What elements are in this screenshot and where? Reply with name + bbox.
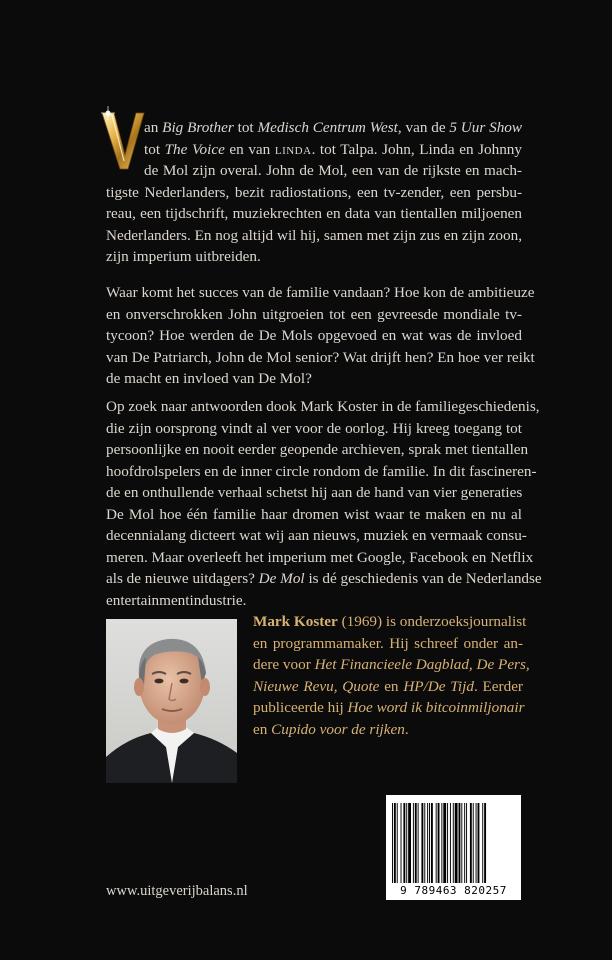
- barcode-bar: [450, 803, 451, 883]
- barcode-bar: [461, 803, 462, 883]
- intro-line-5: reau, een tijdschrift, muziekrechten en data van tientallen miljoenen: [106, 205, 522, 222]
- p3-line-9: als de nieuwe uitdagers? De Mol is dé geschiedenis van de Nederlandse: [106, 570, 542, 587]
- barcode-bar: [397, 803, 398, 883]
- p3-line-10: entertainmentindustrie.: [106, 591, 247, 609]
- barcode-bar: [470, 803, 472, 883]
- bio-line-3: dere voor Het Financieele Dagblad, De Pers,: [253, 656, 530, 673]
- barcode-bar: [466, 803, 467, 883]
- barcode-bar: [421, 803, 423, 883]
- barcode-bar: [415, 803, 417, 883]
- barcode-bar: [482, 803, 483, 883]
- intro-line-7: zijn imperium uitbreiden.: [106, 248, 261, 265]
- author-photo: [106, 619, 237, 783]
- p2-line-1: Waar komt het succes van de familie vandaan? Hoe kon de ambitieuze: [106, 284, 535, 301]
- barcode-bar: [427, 803, 428, 883]
- intro-line-4: tigste Nederlanders, bezit radiostations, een tv-zender, een persbu-: [106, 183, 522, 201]
- p3-line-3: persoonlijke en nooit eerder geopende archieven, sprak met tientallen: [106, 441, 529, 458]
- intro-line-3: de Mol zijn overal. John de Mol, een van de rijkste en mach-: [144, 162, 522, 179]
- p2-line-3: tycoon? Hoe werden de De Mols opgevoed en wat was de invloed: [106, 327, 522, 344]
- p3-line-7: decennialang dicteert wat wij aan nieuws, muziek en vermaak consu-: [106, 527, 527, 544]
- bio-line-5: publiceerde hij Hoe word ik bitcoinmiljonair: [253, 699, 525, 716]
- barcode-bar: [431, 803, 433, 883]
- barcode-bar: [455, 803, 458, 883]
- barcode-bar: [459, 803, 461, 883]
- bio-line-2: en programmamaker. Hij schreef onder an-: [253, 634, 523, 652]
- bio-line-4: Nieuwe Revu, Quote en HP/De Tijd. Eerder: [253, 677, 523, 695]
- barcode-bar: [464, 803, 465, 883]
- author-name: Mark Koster: [253, 613, 338, 630]
- research-paragraph: [106, 396, 542, 611]
- p3-line-6: De Mol hoe één familie haar dromen wist waar te maken en nu al: [106, 505, 522, 523]
- p3-line-5: de en onthullende verhaal schetst hij aan de hand van vier generaties: [106, 484, 523, 501]
- barcode-bar: [413, 803, 414, 883]
- barcode-bar: [418, 803, 419, 883]
- barcode-bar: [408, 803, 411, 883]
- publisher-website[interactable]: www.uitgeverijbalans.nl: [106, 883, 248, 899]
- barcode-bar: [394, 803, 396, 883]
- barcode-bar: [484, 803, 486, 883]
- barcode-bar: [392, 803, 393, 883]
- barcode-bar: [436, 803, 437, 883]
- intro-line-1: an Big Brother tot Medisch Centrum West, van de 5 Uur Show: [144, 119, 523, 136]
- barcode-bar: [441, 803, 442, 883]
- barcode-bar: [473, 803, 474, 883]
- barcode-bar: [447, 803, 448, 883]
- barcode-bar: [453, 803, 454, 883]
- p3-line-4: hoofdrolspelers en de inner circle rondom de familie. In dit fascineren-: [106, 462, 537, 480]
- barcode-bar: [401, 803, 402, 883]
- intro-paragraph: [106, 117, 522, 268]
- barcode-bar: [476, 803, 477, 883]
- barcode-bar: [438, 803, 440, 883]
- p2-line-4: van De Patriarch, John de Mol senior? Wat drijft hen? En hoe ver reikt: [106, 348, 535, 366]
- barcode-bar: [443, 803, 446, 883]
- p3-line-2: die zijn oorsprong vindt al ver voor de oorlog. Hij kreeg toegang tot: [106, 419, 522, 437]
- questions-paragraph: [106, 282, 535, 390]
- p3-line-8: meren. Maar overleeft het imperium met Google, Facebook en Netflix: [106, 548, 534, 566]
- intro-line-6: Nederlanders. En nog altijd wil hij, samen met zijn zus en zijn zoon,: [106, 226, 522, 244]
- isbn-digits: 9 789463 820257: [400, 884, 507, 897]
- barcode-bar: [424, 803, 425, 883]
- barcode-bar: [403, 803, 405, 883]
- p2-line-2: en onverschrokken John uitgroeien tot een gevreesde mondiale tv-: [106, 305, 522, 323]
- bio-line-1: Mark Koster (1969) is onderzoeksjournalist: [253, 613, 527, 630]
- p3-line-1: Op zoek naar antwoorden dook Mark Koster in de familiegeschiedenis,: [106, 398, 540, 415]
- barcode-bar: [406, 803, 407, 883]
- barcode-bar: [478, 803, 480, 883]
- intro-line-2: tot The Voice en van linda. tot Talpa. John, Linda en Johnny: [144, 140, 522, 158]
- p2-line-5: de macht en invloed van De Mol?: [106, 370, 312, 387]
- isbn-barcode: [386, 795, 521, 900]
- barcode-bar: [429, 803, 430, 883]
- bio-line-6: en Cupido voor de rijken.: [253, 720, 409, 738]
- barcode-bars: [386, 795, 521, 883]
- author-bio: [253, 611, 530, 740]
